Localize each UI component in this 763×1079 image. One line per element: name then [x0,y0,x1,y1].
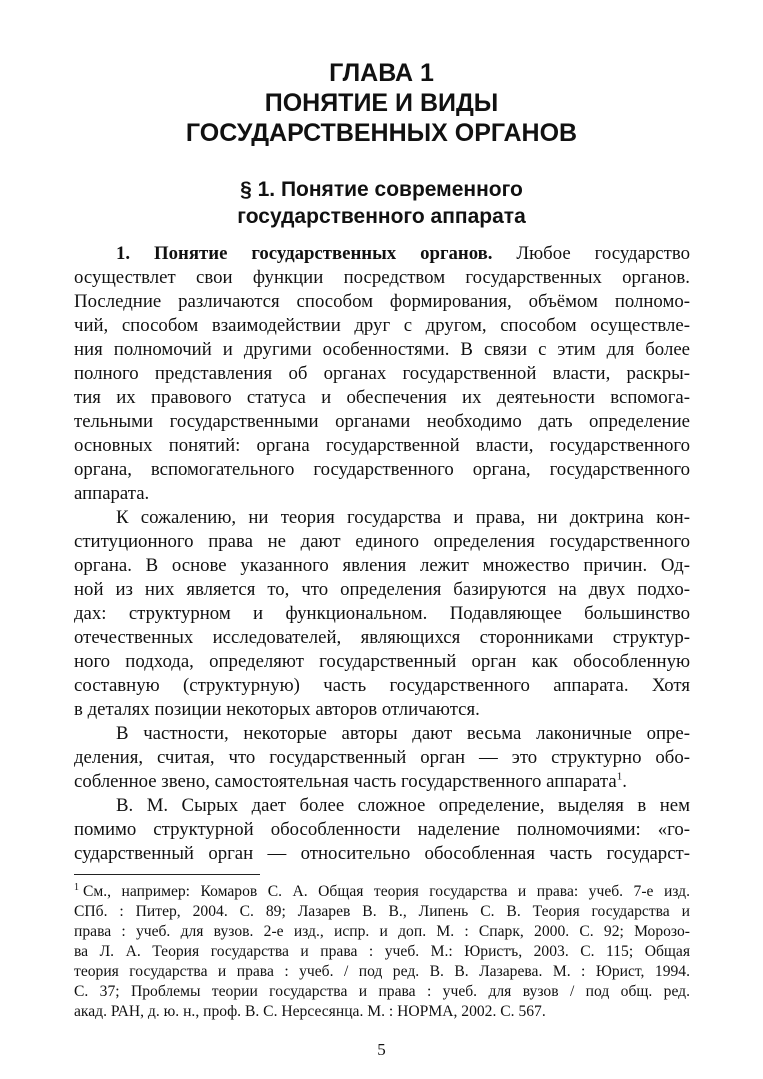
footnote-reference[interactable]: 1 [616,770,623,783]
body-line: полного представления об органах государственной власти, раскры- [74,363,690,384]
footnote-line: $^1$ См., например: Комаров С. А. Общая теория государства и права: учеб. 7-е изд. [74,881,690,900]
body-line: органа. В основе указанного явления лежит множество причин. Од- [74,555,690,576]
body-line: Последние различаются способом формирования, объёмом полномо- [74,291,690,312]
body-line: составную (структурную) часть государственного аппарата. Хотя [74,675,690,696]
footnote-line: права : учеб. для вузов. 2-е изд., испр. и доп. М. : Спарк, 2000. С. 92; Морозо- [74,923,690,940]
body-line: 1. Понятие государственных органов. Любое государство [116,243,690,264]
footnote-line: СПб. : Питер, 2004. С. 89; Лазарев В. В., Липень С. В. Теория государства и [74,903,690,920]
footnote-line: акад. РАН, д. ю. н., проф. В. С. Нерсесянца. М. : НОРМА, 2002. С. 567. [74,1003,546,1020]
body-line: чий, способом взаимодействии друг с другом, способом осуществле- [74,315,690,336]
body-line: В. М. Сырых дает более сложное определение, выделяя в нем [116,795,690,816]
body-line: собленное звено, самостоятельная часть государственного аппарата$^1$. [74,770,627,792]
body-line: аппарата. [74,483,150,504]
footnote-line: ва Л. А. Теория государства и права : учеб. М.: Юристъ, 2003. С. 115; Общая [74,943,690,960]
body-line: осуществлет свои функции посредством государственных органов. [74,267,690,288]
body-line: сударственный орган — относительно обособленная часть государст- [74,843,690,864]
body-line: деления, считая, что государственный орган — это структурно обо- [74,747,690,768]
body-line: тельными государственными органами необходимо дать определение [74,411,690,432]
chapter-title-line-2: ГОСУДАРСТВЕННЫХ ОРГАНОВ [185,119,578,147]
footnote-mark: 1 [74,881,79,893]
body-line: ного подхода, определяют государственный орган как обособленную [74,651,690,672]
footnote-line: С. 37; Проблемы теории государства и права : учеб. для вузов / под общ. ред. [74,983,690,1000]
page-number: 5 [377,1040,386,1059]
body-line: В частности, некоторые авторы дают весьма лаконичные опре- [116,723,690,744]
body-line: ституционного права не дают единого определения государственного [74,531,690,552]
footnote-line: теория государства и права : учеб. / под ред. В. В. Лазарева. М. : Юрист, 1994. [74,963,690,980]
section-heading-line-2: государственного аппарата [237,205,526,228]
body-line: ной из них является то, что определения базируются на двух подхо- [74,579,690,600]
body-line: тия их правового статуса и обеспечения их деятеьности вспомога- [74,387,690,408]
body-line: основных понятий: органа государственной власти, государственного [74,435,690,456]
body-line: дах: структурном и функциональном. Подавляющее большинство [74,603,690,624]
chapter-number: ГЛАВА 1 [329,59,434,87]
body-line: ния полномочий и другими особенностями. В связи с этим для более [74,339,690,360]
body-line: в деталях позиции некоторых авторов отличаются. [74,699,480,720]
paragraph-lead: 1. Понятие государственных органов. [116,243,493,264]
body-line: отечественных исследователей, являющихся сторонниками структур- [74,627,690,648]
section-heading-line-1: § 1. Понятие современного [240,178,523,201]
chapter-title-line-1: ПОНЯТИЕ И ВИДЫ [264,89,499,117]
body-line: органа, вспомогательного государственного органа, государственного [74,459,690,480]
body-line: помимо структурной обособленности наделение полномочиями: «го- [74,819,690,840]
body-line: К сожалению, ни теория государства и права, ни доктрина кон- [116,507,690,528]
footnote-separator [74,874,260,875]
